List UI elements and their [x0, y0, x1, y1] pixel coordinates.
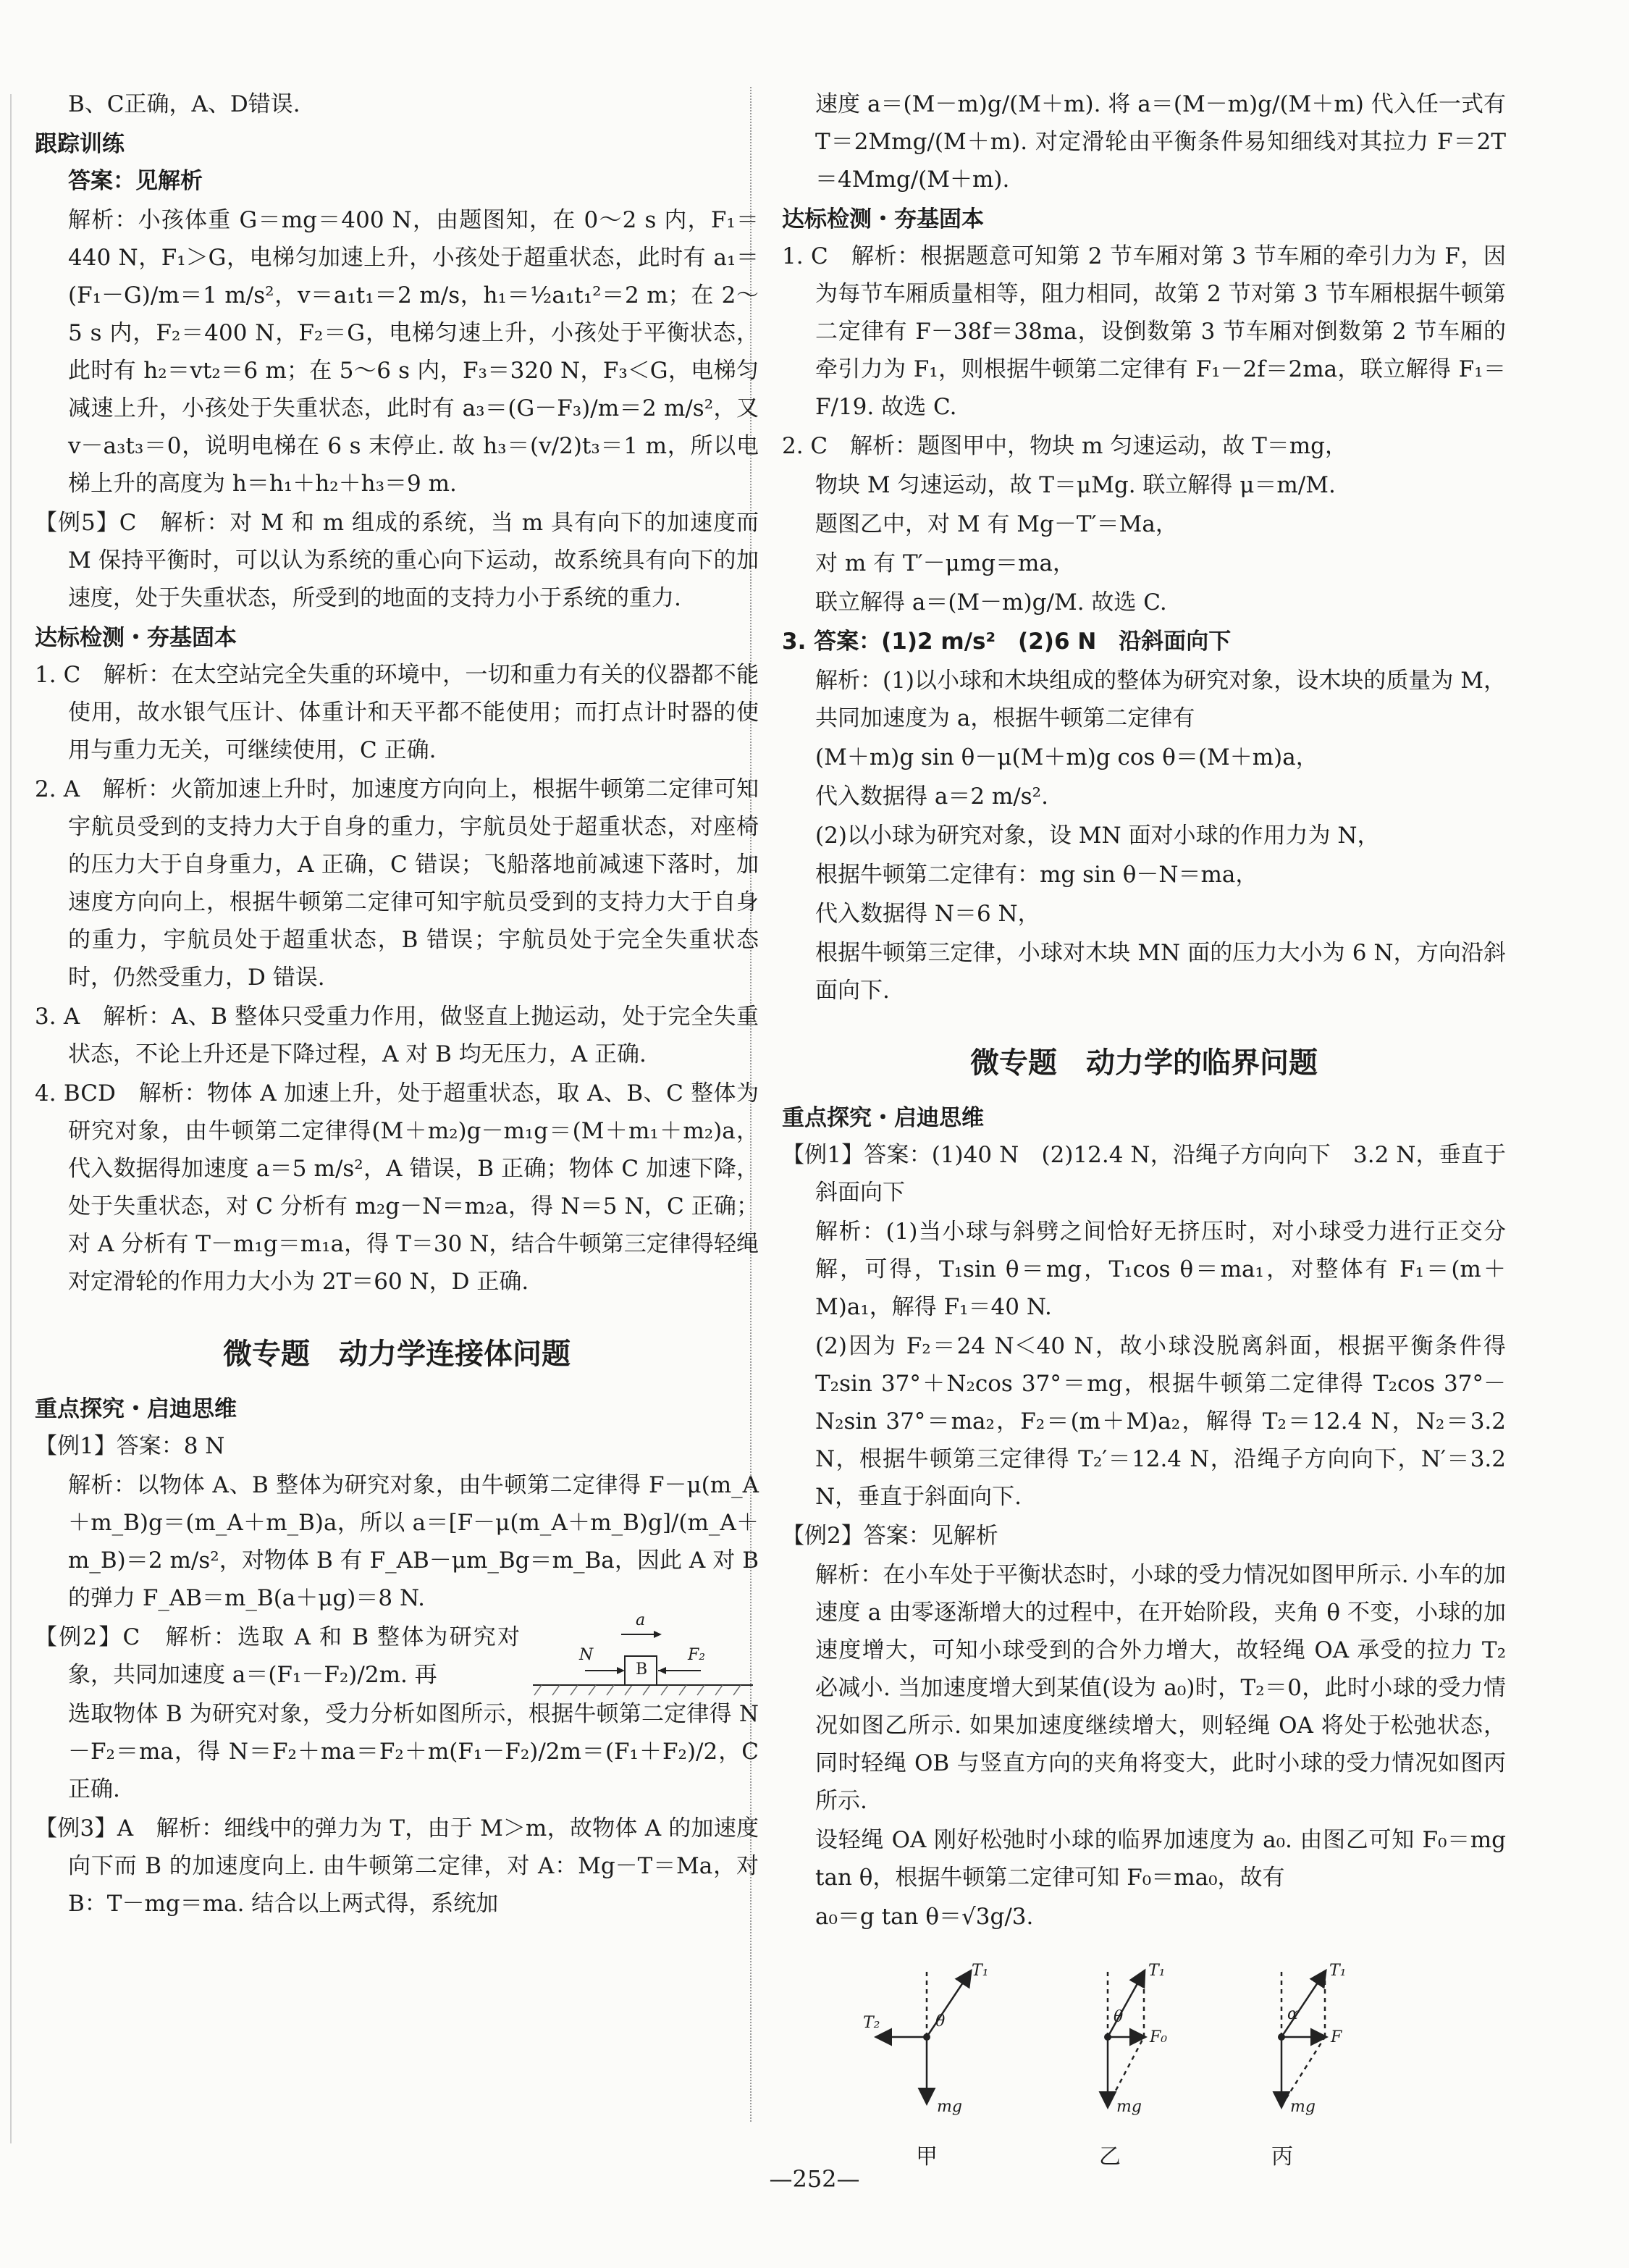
answer-continuation: B、C正确，A、D错误. — [68, 91, 300, 117]
check-r-q1: 1. C 解析：根据题意可知第 2 节车厢对第 3 节车厢的牵引力为 F，因为每节车厢质量相等，阻力相同，故第 2 节对第 3 节车厢根据牛顿第二定律有 F－38f＝38ma，设倒数第 3 节车厢对倒数第 2 节车厢的牵引力为 F₁，则根据牛顿第二定律有 F₁－2f＝2ma，联立解得 F₁＝F/19. 故选 C. — [782, 243, 1506, 420]
yi-t1: T₁ — [1148, 1962, 1166, 1980]
check-r-q3-a: 解析：(1)以小球和木块组成的整体为研究对象，设木块的质量为 M，共同加速度为 a，根据牛顿第二定律有 — [815, 668, 1506, 731]
example-3: 【例3】A 解析：细线中的弹力为 T，由于 M＞m，故物体 A 的加速度向下而 B 的加速度向上. 由牛顿第二定律，对 A：Mg－T＝Ma，对 B：T－mg＝ma. 结合以上两式得，系统加 — [35, 1815, 766, 1917]
section-heading-explore-right: 重点探究・启迪思维 — [782, 1105, 984, 1131]
track-answer: 答案：见解析 — [68, 168, 203, 194]
check-r-q2-d: 对 m 有 T′－μmg＝ma， — [815, 550, 1075, 576]
block-force-diagram — [527, 1611, 759, 1702]
label-n: N — [579, 1646, 594, 1664]
check-r-q3: 3. 答案：(1)2 m/s² (2)6 N 沿斜面向下 — [782, 629, 1232, 655]
critical-example-2-b: 设轻绳 OA 刚好松弛时小球的临界加速度为 a₀. 由图乙可知 F₀＝mg tan θ，根据牛顿第二定律可知 F₀＝ma₀，故有 — [815, 1827, 1513, 1891]
example-1-answer: 【例1】答案：8 N — [35, 1433, 225, 1459]
section-heading-check-right: 达标检测・夯基固本 — [782, 206, 984, 232]
right-column — [782, 85, 1513, 2175]
check-r-q2-c: 题图乙中，对 M 有 Mg－T′＝Ma， — [815, 511, 1178, 537]
example-2-part-a: 【例2】C 解析：选取 A 和 B 整体为研究对象，共同加速度 a＝(F₁－F₂)/2m. 再 — [35, 1624, 520, 1688]
jia-t2: T₂ — [863, 2014, 880, 2032]
force-diagrams — [782, 1943, 1506, 2175]
check-r-q2-b: 物块 M 匀速运动，故 T＝μMg. 联立解得 μ＝m/M. — [815, 472, 1336, 498]
check-r-q3-e: 根据牛顿第二定律有：mg sin θ－N＝ma， — [815, 862, 1258, 888]
jia-mg: mg — [937, 2098, 962, 2116]
page-margin-line — [10, 94, 12, 2143]
bing-f: F — [1331, 2028, 1342, 2046]
jia-t1: T₁ — [972, 1962, 989, 1980]
critical-example-1-a: 解析：(1)当小球与斜劈之间恰好无挤压时，对小球受力进行正交分解，可得，T₁sin θ＝mg，T₁cos θ＝ma₁，对整体有 F₁＝(m＋M)a₁，解得 F₁＝40 N. — [815, 1219, 1506, 1320]
caption-jia: 甲 — [916, 2144, 938, 2170]
check-r-q3-g: 根据牛顿第三定律，小球对木块 MN 面的压力大小为 6 N，方向沿斜面向下. — [815, 940, 1506, 1004]
example-3-continuation: 速度 a＝(M－m)g/(M＋m). 将 a＝(M－m)g/(M＋m) 代入任一式有 T＝2Mmg/(M＋m). 对定滑轮由平衡条件易知细线对其拉力 F＝2T＝4Mmg/(M＋m). — [815, 91, 1513, 193]
check-q2: 2. A 解析：火箭加速上升时，加速度方向向上，根据牛顿第二定律可知宇航员受到的支持力大于自身的重力，宇航员处于超重状态，对座椅的压力大于自身重力，A 正确，C 错误；飞船落地前减速下落时，加速度方向向上，根据牛顿第二定律可知宇航员受到的支持力大于自身的重力，宇航员处于超重状态，B 错误；宇航员处于完全失重状态时，仍然受重力，D 错误. — [35, 776, 759, 991]
critical-example-1-b: (2)因为 F₂＝24 N＜40 N，故小球没脱离斜面，根据平衡条件得 T₂sin 37°＋N₂cos 37°＝mg，根据牛顿第二定律得 T₂cos 37°－N₂sin 37°＝ma₂，F₂＝(m＋M)a₂，解得 T₂＝12.4 N，N₂＝3.2 N，根据牛顿第三定律得 T₂′＝12.4 N，沿绳子方向向下，N′＝3.2 N，垂直于斜面向下. — [815, 1333, 1513, 1510]
section-heading-track: 跟踪训练 — [35, 131, 125, 157]
critical-example-2-c: a₀＝g tan θ＝√3g/3. — [815, 1904, 1034, 1930]
check-r-q3-f: 代入数据得 N＝6 N， — [815, 901, 1040, 927]
bing-mg: mg — [1290, 2098, 1316, 2116]
example-2-block — [35, 1611, 759, 1694]
yi-theta: θ — [1114, 2008, 1124, 2026]
topic-title-connected-bodies: 微专题 动力学连接体问题 — [223, 1337, 571, 1371]
section-heading-explore: 重点探究・启迪思维 — [35, 1396, 237, 1422]
check-q4: 4. BCD 解析：物体 A 加速上升，处于超重状态，取 A、B、C 整体为研究对象，由牛顿第二定律得(M＋m₂)g－m₁g＝(M＋m₁＋m₂)a，代入数据得加速度 a＝5 m/s²，A 错误，B 正确；物体 C 加速下降，处于失重状态，对 C 分析有 m₂g－N＝m₂a，得 N＝5 N，C 正确；对 A 分析有 T－m₁g＝m₁a，得 T＝30 N，结合牛顿第三定律得轻绳对定滑轮的作用力大小为 2T＝60 N，D 正确. — [35, 1080, 759, 1295]
jia-theta: θ — [935, 2012, 946, 2030]
example-2-part-b: 选取物体 B 为研究对象，受力分析如图所示，根据牛顿第二定律得 N－F₂＝ma，得 N＝F₂＋ma＝F₂＋m(F₁－F₂)/2m＝(F₁＋F₂)/2，C 正确. — [68, 1701, 766, 1802]
check-r-q2-e: 联立解得 a＝(M－m)g/M. 故选 C. — [815, 589, 1167, 616]
track-analysis: 解析：小孩体重 G＝mg＝400 N，由题图知，在 0～2 s 内，F₁＝440 N，F₁＞G，电梯匀加速上升，小孩处于超重状态，此时有 a₁＝(F₁－G)/m＝1 m/s²，v＝a₁t₁＝2 m/s，h₁＝½a₁t₁²＝2 m；在 2～5 s 内，F₂＝400 N，F₂＝G，电梯匀速上升，小孩处于平衡状态，此时有 h₂＝vt₂＝6 m；在 5～6 s 内，F₃＝320 N，F₃＜G，电梯匀减速上升，小孩处于失重状态，此时有 a₃＝(G－F₃)/m＝2 m/s²，又 v－a₃t₃＝0，说明电梯在 6 s 末停止. 故 h₃＝(v/2)t₃＝1 m，所以电梯上升的高度为 h＝h₁＋h₂＋h₃＝9 m. — [68, 207, 766, 497]
diagram-bing — [1281, 1972, 1325, 2106]
left-column — [35, 85, 766, 1924]
example-5: 【例5】C 解析：对 M 和 m 组成的系统，当 m 具有向下的加速度而 M 保持平衡时，可以认为系统的重心向下运动，故系统具有向下的加速度，处于失重状态，所受到的地面的支持力小于系统的重力. — [35, 510, 766, 611]
label-a: a — [636, 1611, 646, 1629]
check-r-q3-b: (M＋m)g sin θ－μ(M＋m)g cos θ＝(M＋m)a， — [815, 744, 1318, 770]
section-heading-check: 达标检测・夯基固本 — [35, 625, 237, 651]
check-r-q2-a: 2. C 解析：题图甲中，物块 m 匀速运动，故 T＝mg， — [782, 433, 1348, 459]
critical-example-2: 【例2】答案：见解析 — [782, 1523, 998, 1549]
label-b: B — [636, 1660, 648, 1679]
yi-f0: F₀ — [1150, 2028, 1168, 2046]
check-q1: 1. C 解析：在太空站完全失重的环境中，一切和重力有关的仪器都不能使用，故水银气压计、体重计和天平都不能使用；而打点计时器的使用与重力无关，可继续使用，C 正确. — [35, 662, 759, 763]
check-q3: 3. A 解析：A、B 整体只受重力作用，做竖直上抛运动，处于完全失重状态，不论上升还是下降过程，A 对 B 均无压力，A 正确. — [35, 1004, 759, 1067]
diagram-yi — [1108, 1972, 1144, 2106]
page-number: —252— — [769, 2165, 860, 2193]
caption-yi: 乙 — [1099, 2144, 1121, 2170]
check-r-q3-d: (2)以小球为研究对象，设 MN 面对小球的作用力为 N， — [815, 823, 1380, 849]
topic-title-critical: 微专题 动力学的临界问题 — [970, 1046, 1318, 1080]
bing-t1: T₁ — [1329, 1962, 1347, 1980]
check-r-q3-c: 代入数据得 a＝2 m/s². — [815, 784, 1048, 810]
force-diagrams-svg — [782, 1943, 1506, 2175]
label-f2: F₂ — [688, 1646, 706, 1664]
critical-example-2-a: 解析：在小车处于平衡状态时，小球的受力情况如图甲所示. 小车的加速度 a 由零逐渐增大的过程中，在开始阶段，夹角 θ 不变，小球的加速度增大，可知小球受到的合外力增大，故轻绳 OA 承受的拉力 T₂ 必减小. 当加速度增大到某值(设为 a₀)时，T₂＝0，此时小球的受力情况如图乙所示. 如果加速度继续增大，则轻绳 OA 将处于松弛状态，同时轻绳 OB 与竖直方向的夹角将变大，此时小球的受力情况如图丙所示. — [815, 1562, 1513, 1814]
critical-example-1: 【例1】答案：(1)40 N (2)12.4 N，沿绳子方向向下 3.2 N，垂直于斜面向下 — [782, 1142, 1506, 1206]
caption-bing: 丙 — [1271, 2144, 1293, 2170]
bing-alpha: α — [1287, 2005, 1298, 2023]
example-1-analysis: 解析：以物体 A、B 整体为研究对象，由牛顿第二定律得 F－μ(m_A＋m_B)g＝(m_A＋m_B)a，所以 a＝[F－μ(m_A＋m_B)g]/(m_A＋m_B)＝2 m/s²，对物体 B 有 F_AB－μm_Bg＝m_Ba，因此 A 对 B 的弹力 F_AB＝m_B(a＋μg)＝8 N. — [68, 1472, 766, 1611]
yi-mg: mg — [1116, 2098, 1142, 2116]
